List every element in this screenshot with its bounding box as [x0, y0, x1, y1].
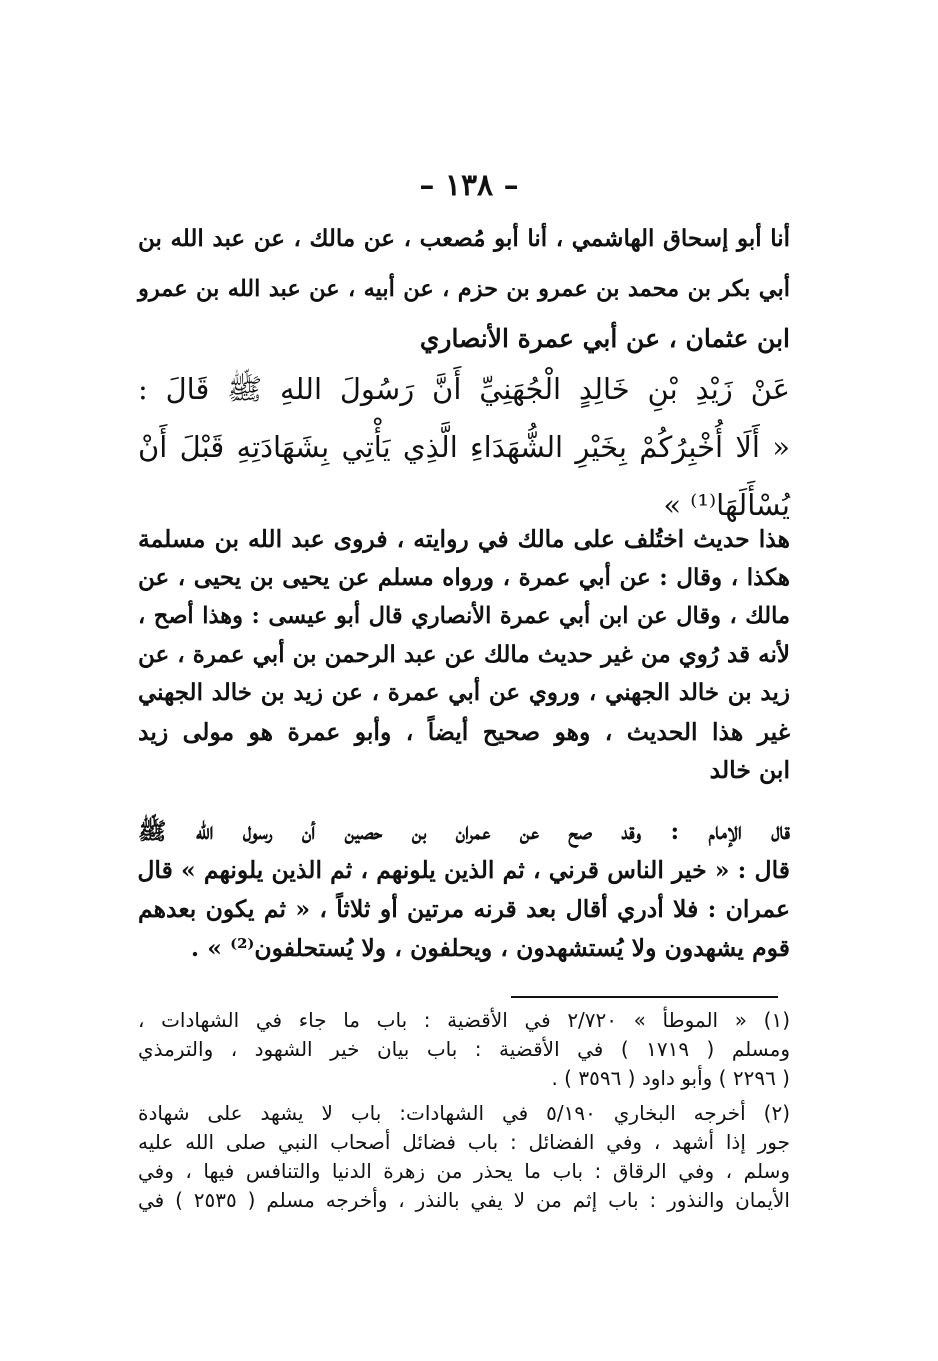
text-line: عمران : فلا أدري أقال بعد قرنه مرتين أو ثلاثاً ، « ثم يكون بعدهم — [138, 895, 790, 923]
footnote-line: وسلم ، وفي الرقاق : باب ما يحذر من زهرة الدنيا والتنافس فيها ، وفي — [138, 1159, 790, 1183]
footnote-2 — [138, 1099, 790, 1215]
page-number: – ١٣٨ – — [419, 168, 519, 203]
text-line: أبي بكر بن محمد بن عمرو بن حزم ، عن أبيه ، عن عبد الله بن عمرو — [138, 276, 790, 302]
commentary-paragraph — [138, 520, 790, 790]
text-line: قال الإمام : وقد صح عن عمران بن حصين أن رسول الله ﷺ — [138, 817, 790, 845]
footnote-line: (٢) أخرجه البخاري ٥/١٩٠ في الشهادات: باب لا يشهد على شهادة — [138, 1101, 790, 1125]
text-line: قوم يشهدون ولا يُستشهدون ، ويحلفون ، ولا يُستحلفون⁽²⁾ » . — [190, 934, 790, 962]
text-line: هذا حديث اختُلف على مالك في روايته ، فروى عبد الله بن مسلمة — [138, 525, 790, 553]
text-line: « أَلَا أُخْبِرُكُمْ بِخَيْرِ الشُّهَدَاءِ الَّذِي يَأْتِي بِشَهَادَتِهِ قَبْلَ أَنْ — [138, 430, 790, 464]
footnote-line: (١) « الموطأ » ٢/٧٢٠ في الأقضية : باب ما جاء في الشهادات ، — [138, 1008, 790, 1032]
footnote-line: ( ٢٢٩٦ ) وأبو داود ( ٣٥٩٦ ) . — [551, 1066, 790, 1090]
isnad-paragraph — [138, 214, 790, 364]
footnotes — [138, 1006, 790, 1215]
text-line: زيد بن خالد الجهني ، وروي عن أبي عمرة ، عن زيد بن خالد الجهني — [138, 679, 790, 706]
text-line: غير هذا الحديث ، وهو صحيح أيضاً ، وأبو عمرة هو مولى زيد — [138, 717, 790, 746]
text-line: أنا أبو إسحاق الهاشمي ، أنا أبو مُصعب ، عن مالك ، عن عبد الله بن — [138, 225, 790, 252]
hadith-text — [138, 360, 790, 534]
text-line: لأنه قد رُوي من غير حديث مالك عن عبد الرحمن بن أبي عمرة ، عن — [138, 640, 790, 668]
footnote-1 — [138, 1006, 790, 1093]
text-line: مالك ، وقال عن ابن أبي عمرة الأنصاري قال أبو عيسى : وهذا أصح ، — [138, 603, 790, 629]
footnote-divider — [511, 996, 778, 998]
imam-paragraph — [138, 812, 790, 968]
text-line: يُسْأَلَهَا⁽¹⁾ » — [663, 488, 790, 522]
footnote-line: جور إذا أشهد ، وفي الفضائل : باب فضائل أصحاب النبي صلى الله عليه — [138, 1130, 790, 1154]
text-line: هكذا ، وقال : عن أبي عمرة ، ورواه مسلم عن يحيى بن يحيى ، عن — [138, 563, 790, 591]
text-line: قال : « خير الناس قرني ، ثم الذين يلونهم ، ثم الذين يلونهم » قال — [137, 856, 790, 884]
text-line: ابن خالد — [709, 756, 790, 784]
footnote-line: الأيمان والنذور : باب إثم من لا يفي بالنذر ، وأخرجه مسلم ( ٢٥٣٥ ) في — [138, 1188, 790, 1212]
text-line: عَنْ زَيْدِ بْنِ خَالِدٍ الْجُهَنِيِّ أَنَّ رَسُولَ اللهِ ﷺ قَالَ : — [138, 372, 790, 406]
footnote-line: ومسلم ( ١٧١٩ ) في الأقضية : باب بيان خير الشهود ، والترمذي — [138, 1037, 790, 1061]
text-line: ابن عثمان ، عن أبي عمرة الأنصاري — [419, 324, 790, 353]
